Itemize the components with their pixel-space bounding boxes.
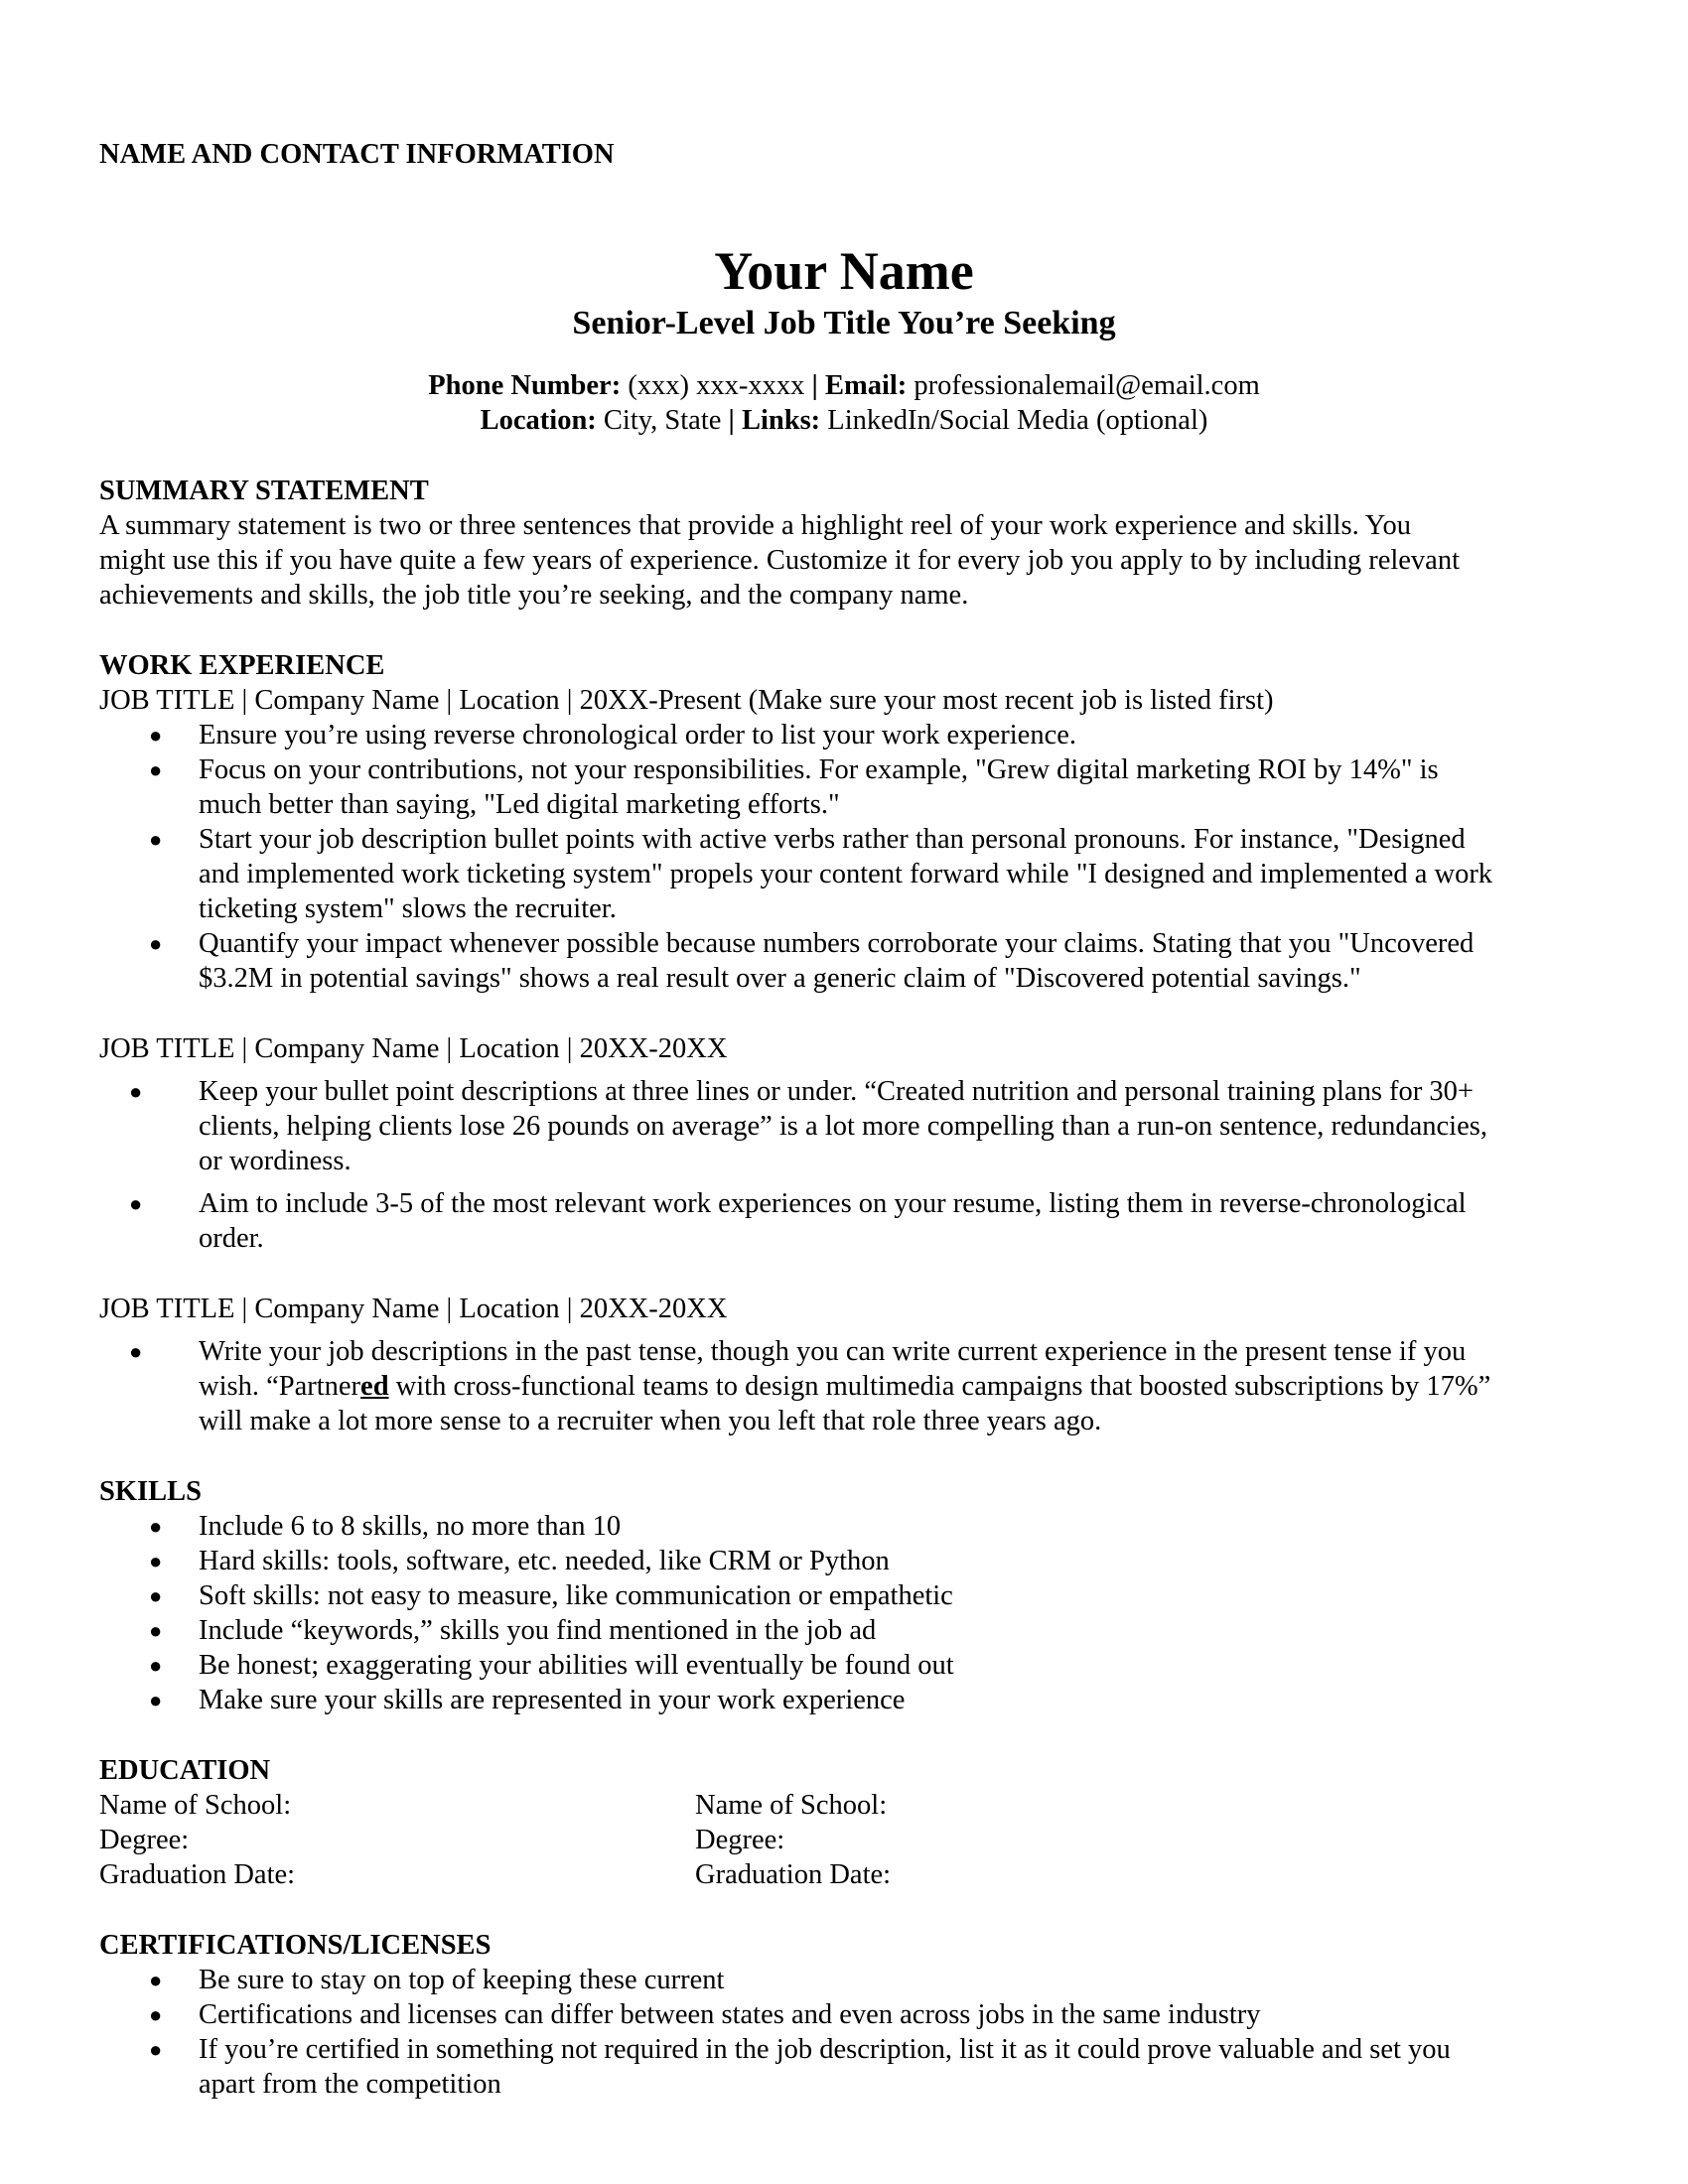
bullet-icon: ●	[129, 1079, 143, 1104]
separator: |	[728, 405, 735, 436]
graduation-label: Graduation Date:	[99, 1859, 296, 1890]
cert-item: ● Be sure to stay on top of keeping these current	[149, 1965, 725, 1995]
bullet-item: ● Write your job descriptions in the past tense, though you can write current experience in the present tense if you wish. “Partnered with cross-functional teams to design multimedia campaigns that boosted subscriptions by 17%” will make a lot more sense to a recruiter when you left that role three years ago.	[129, 1336, 1491, 1436]
bullet-icon: ●	[149, 1583, 163, 1608]
section-label-contact: NAME AND CONTACT INFORMATION	[99, 139, 615, 170]
target-job-title: Senior-Level Job Title You’re Seeking	[572, 305, 1116, 341]
school-label: Name of School:	[695, 1790, 888, 1821]
education-column-left	[99, 1788, 695, 1892]
job-2-bullets	[99, 1074, 1589, 1256]
bullet-item: ● Ensure you’re using reverse chronological order to list your work experience.	[149, 720, 1076, 751]
work-heading: WORK EXPERIENCE	[99, 650, 385, 681]
bullet-icon: ●	[129, 1191, 143, 1216]
degree-label: Degree:	[99, 1825, 190, 1855]
resume-content	[99, 137, 1589, 2102]
links-value: LinkedIn/Social Media (optional)	[827, 405, 1208, 436]
location-value: City, State	[603, 405, 722, 436]
summary-line: might use this if you have quite a few years of experience. Customize it for every job you apply to by including relevant	[99, 545, 1460, 576]
location-label: Location:	[480, 405, 597, 436]
job-3-bullets	[99, 1334, 1589, 1438]
certifications-list	[99, 1963, 1589, 2102]
summary-line: achievements and skills, the job title you’re seeking, and the company name.	[99, 580, 969, 611]
bullet-icon: ●	[129, 1339, 143, 1364]
summary-line: A summary statement is two or three sentences that provide a highlight reel of your work experience and skills. You	[99, 510, 1411, 541]
email-label: Email:	[824, 370, 908, 401]
skill-item: ● Soft skills: not easy to measure, like communication or empathetic	[149, 1580, 953, 1611]
skill-item: ● Be honest; exaggerating your abilities will eventually be found out	[149, 1650, 954, 1681]
bullet-icon: ●	[149, 1688, 163, 1712]
bullet-icon: ●	[149, 1549, 163, 1573]
contact-line-2	[99, 403, 1589, 438]
skill-item: ● Make sure your skills are represented in your work experience	[149, 1685, 906, 1715]
bullet-icon: ●	[149, 757, 163, 782]
graduation-label: Graduation Date:	[695, 1859, 892, 1890]
phone-label: Phone Number:	[428, 370, 622, 401]
links-label: Links:	[741, 405, 821, 436]
skills-heading: SKILLS	[99, 1476, 202, 1507]
bullet-icon: ●	[149, 723, 163, 748]
bullet-icon: ●	[149, 1968, 163, 1992]
degree-label: Degree:	[695, 1825, 785, 1855]
bullet-item: ● Focus on your contributions, not your responsibilities. For example, "Grew digital marketing ROI by 14%" is much better than saying, "Led digital marketing efforts."	[149, 754, 1439, 820]
email-value: professionalemail@email.com	[914, 370, 1260, 401]
certifications-heading: CERTIFICATIONS/LICENSES	[99, 1930, 492, 1961]
bullet-icon: ●	[149, 1618, 163, 1643]
skill-item: ● Include “keywords,” skills you find mentioned in the job ad	[149, 1615, 877, 1646]
bullet-item: ● Quantify your impact whenever possible because numbers corroborate your claims. Stating that you "Uncovered $3.2M in potential savings" shows a real result over a generic claim of "Discovered potential savings."	[149, 928, 1475, 994]
education-column-right	[695, 1788, 1291, 1892]
bullet-icon: ●	[149, 2037, 163, 2062]
bullet-item: ● Aim to include 3-5 of the most relevant work experiences on your resume, listing them in reverse-chronological order.	[129, 1188, 1467, 1254]
cert-item: ● Certifications and licenses can differ between states and even across jobs in the same industry	[149, 1999, 1261, 2030]
school-label: Name of School:	[99, 1790, 292, 1821]
bullet-icon: ●	[149, 1514, 163, 1539]
contact-line-1	[99, 368, 1589, 403]
job-line: JOB TITLE | Company Name | Location | 20XX-20XX	[99, 1294, 728, 1324]
phone-value: (xxx) xxx-xxxx	[628, 370, 805, 401]
bullet-icon: ●	[149, 827, 163, 852]
job-line: JOB TITLE | Company Name | Location | 20XX-Present (Make sure your most recent job is listed first)	[99, 685, 1274, 716]
bullet-icon: ●	[149, 1653, 163, 1678]
skill-item: ● Include 6 to 8 skills, no more than 10	[149, 1511, 622, 1542]
skills-list	[99, 1509, 1589, 1717]
education-heading: EDUCATION	[99, 1755, 271, 1786]
bullet-icon: ●	[149, 931, 163, 956]
job-line: JOB TITLE | Company Name | Location | 20XX-20XX	[99, 1033, 728, 1064]
education-columns	[99, 1788, 1589, 1892]
bullet-icon: ●	[149, 2002, 163, 2027]
summary-heading: SUMMARY STATEMENT	[99, 476, 429, 506]
separator: |	[811, 370, 818, 401]
job-1-bullets	[99, 718, 1589, 996]
bullet-item: ● Keep your bullet point descriptions at three lines or under. “Created nutrition and personal training plans for 30+ clients, helping clients lose 26 pounds on average” is a lot more compelling than a run-on sentence, redundancies, or wordiness.	[129, 1076, 1487, 1176]
applicant-name: Your Name	[714, 241, 974, 301]
bullet-item: ● Start your job description bullet points with active verbs rather than personal pronouns. For instance, "Designed and implemented work ticketing system" propels your content forward while "I designed and implemented a work ticketing system" slows the recruiter.	[149, 824, 1493, 924]
cert-item: ● If you’re certified in something not required in the job description, list it as it could prove valuable and set you apart from the competition	[149, 2034, 1451, 2100]
skill-item: ● Hard skills: tools, software, etc. needed, like CRM or Python	[149, 1546, 890, 1576]
